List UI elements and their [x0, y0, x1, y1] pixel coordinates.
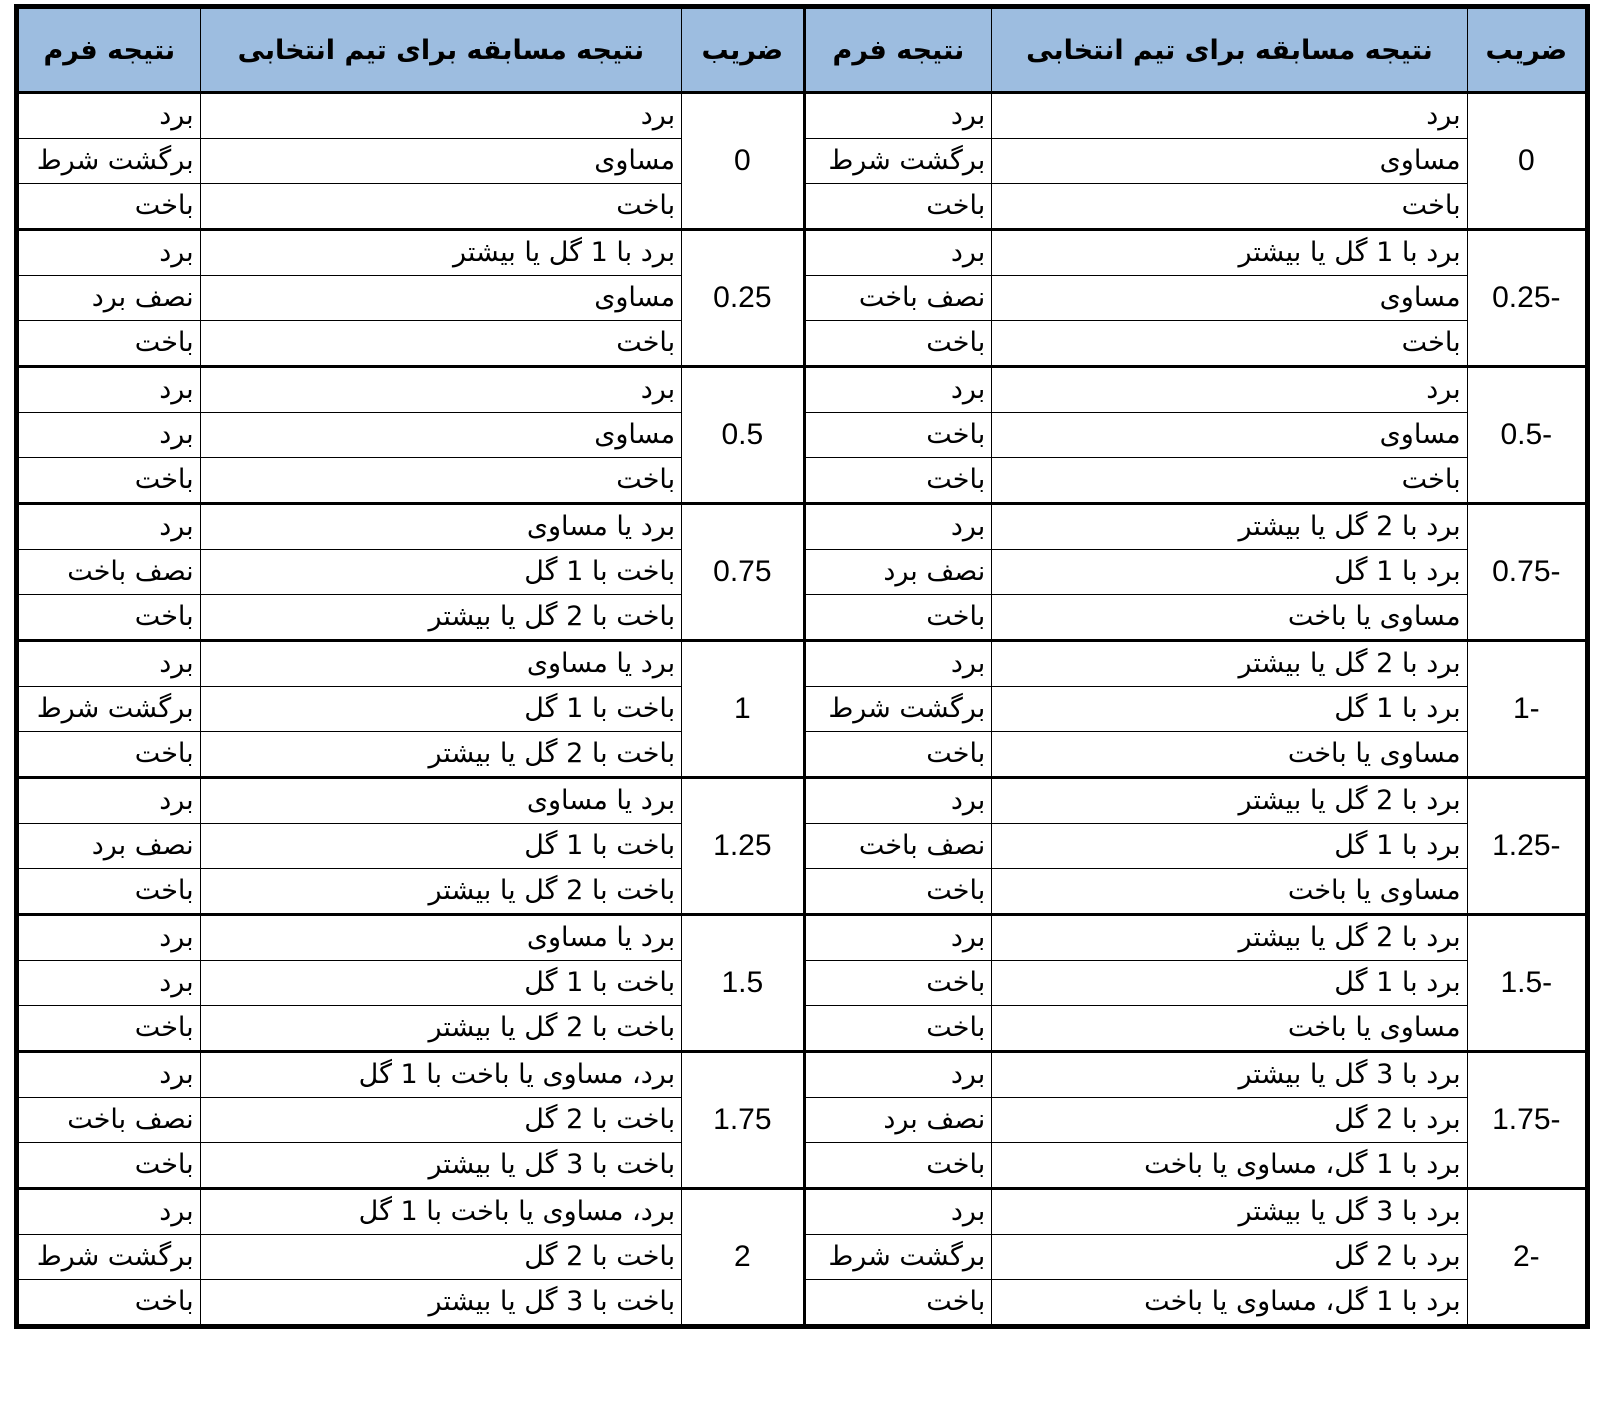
- match-result-cell-right: مساوی یا باخت: [992, 869, 1467, 915]
- coefficient-cell-right: -0.25: [1467, 230, 1587, 367]
- form-result-cell-right: باخت: [804, 413, 992, 458]
- form-result-cell-right: باخت: [804, 1143, 992, 1189]
- match-result-cell-left: باخت با 3 گل یا بیشتر: [200, 1143, 682, 1189]
- match-result-cell-right: برد با 1 گل: [992, 687, 1467, 732]
- form-result-cell-left: نصف برد: [17, 824, 201, 869]
- asian-handicap-table-wrapper: [14, 4, 1590, 1329]
- form-result-cell-left: برد: [17, 778, 201, 824]
- match-result-cell-right: مساوی: [992, 413, 1467, 458]
- form-result-cell-right: برد: [804, 641, 992, 687]
- match-result-cell-left: باخت با 2 گل یا بیشتر: [200, 595, 682, 641]
- match-result-cell-left: باخت با 2 گل یا بیشتر: [200, 869, 682, 915]
- form-result-cell-left: برد: [17, 641, 201, 687]
- match-result-cell-left: باخت با 1 گل: [200, 824, 682, 869]
- match-result-cell-left: برد یا مساوی: [200, 504, 682, 550]
- form-result-cell-left: برد: [17, 230, 201, 276]
- table-row: [17, 367, 1588, 413]
- header-form-result-right: نتیجه فرم: [804, 7, 992, 93]
- coefficient-cell-left: 2: [682, 1189, 804, 1327]
- coefficient-cell-right: -1: [1467, 641, 1587, 778]
- match-result-cell-left: باخت با 1 گل: [200, 961, 682, 1006]
- coefficient-cell-left: 0.75: [682, 504, 804, 641]
- coefficient-cell-left: 0.25: [682, 230, 804, 367]
- match-result-cell-right: مساوی: [992, 139, 1467, 184]
- match-result-cell-right: برد با 1 گل: [992, 961, 1467, 1006]
- form-result-cell-right: باخت: [804, 1280, 992, 1327]
- match-result-cell-right: برد با 2 گل: [992, 1235, 1467, 1280]
- match-result-cell-right: برد با 1 گل: [992, 824, 1467, 869]
- match-result-cell-right: باخت: [992, 458, 1467, 504]
- form-result-cell-left: برگشت شرط: [17, 687, 201, 732]
- match-result-cell-left: باخت با 3 گل یا بیشتر: [200, 1280, 682, 1327]
- match-result-cell-right: برد با 2 گل یا بیشتر: [992, 504, 1467, 550]
- match-result-cell-left: مساوی: [200, 139, 682, 184]
- coefficient-cell-right: -0.5: [1467, 367, 1587, 504]
- match-result-cell-left: برد یا مساوی: [200, 778, 682, 824]
- form-result-cell-right: برد: [804, 778, 992, 824]
- match-result-cell-left: مساوی: [200, 413, 682, 458]
- match-result-cell-left: باخت با 2 گل: [200, 1235, 682, 1280]
- form-result-cell-left: باخت: [17, 1143, 201, 1189]
- form-result-cell-left: نصف برد: [17, 276, 201, 321]
- form-result-cell-right: باخت: [804, 458, 992, 504]
- form-result-cell-right: برد: [804, 915, 992, 961]
- match-result-cell-left: برد یا مساوی: [200, 915, 682, 961]
- form-result-cell-right: برد: [804, 230, 992, 276]
- header-match-result-right: نتیجه مسابقه برای تیم انتخابی: [992, 7, 1467, 93]
- table-row: [17, 230, 1588, 276]
- coefficient-cell-left: 1.75: [682, 1052, 804, 1189]
- form-result-cell-right: برد: [804, 1189, 992, 1235]
- match-result-cell-left: باخت با 1 گل: [200, 687, 682, 732]
- match-result-cell-right: برد با 1 گل: [992, 550, 1467, 595]
- form-result-cell-right: برد: [804, 504, 992, 550]
- form-result-cell-right: برد: [804, 93, 992, 139]
- header-coefficient-right: ضریب: [1467, 7, 1587, 93]
- match-result-cell-right: باخت: [992, 184, 1467, 230]
- match-result-cell-left: باخت با 2 گل یا بیشتر: [200, 1006, 682, 1052]
- header-coefficient-left: ضریب: [682, 7, 804, 93]
- match-result-cell-left: باخت: [200, 458, 682, 504]
- match-result-cell-left: باخت با 2 گل یا بیشتر: [200, 732, 682, 778]
- form-result-cell-right: باخت: [804, 1006, 992, 1052]
- match-result-cell-right: مساوی یا باخت: [992, 732, 1467, 778]
- form-result-cell-right: نصف باخت: [804, 276, 992, 321]
- match-result-cell-right: برد با 2 گل یا بیشتر: [992, 778, 1467, 824]
- match-result-cell-right: برد با 1 گل، مساوی یا باخت: [992, 1143, 1467, 1189]
- form-result-cell-left: برد: [17, 1052, 201, 1098]
- coefficient-cell-right: -0.75: [1467, 504, 1587, 641]
- match-result-cell-left: برد با 1 گل یا بیشتر: [200, 230, 682, 276]
- form-result-cell-left: برد: [17, 915, 201, 961]
- form-result-cell-left: برد: [17, 1189, 201, 1235]
- match-result-cell-left: باخت: [200, 184, 682, 230]
- form-result-cell-right: برگشت شرط: [804, 687, 992, 732]
- form-result-cell-left: باخت: [17, 1280, 201, 1327]
- match-result-cell-right: برد با 3 گل یا بیشتر: [992, 1052, 1467, 1098]
- form-result-cell-left: برد: [17, 961, 201, 1006]
- coefficient-cell-right: -2: [1467, 1189, 1587, 1327]
- match-result-cell-left: برد، مساوی یا باخت با 1 گل: [200, 1189, 682, 1235]
- form-result-cell-left: باخت: [17, 595, 201, 641]
- table-row: [17, 915, 1588, 961]
- match-result-cell-left: برد: [200, 367, 682, 413]
- coefficient-cell-right: -1.5: [1467, 915, 1587, 1052]
- form-result-cell-left: باخت: [17, 458, 201, 504]
- table-row: [17, 93, 1588, 139]
- asian-handicap-table: [14, 4, 1590, 1329]
- coefficient-cell-left: 0: [682, 93, 804, 230]
- table-row: [17, 504, 1588, 550]
- form-result-cell-right: باخت: [804, 321, 992, 367]
- form-result-cell-left: برد: [17, 504, 201, 550]
- match-result-cell-right: مساوی یا باخت: [992, 1006, 1467, 1052]
- match-result-cell-right: برد با 2 گل یا بیشتر: [992, 915, 1467, 961]
- form-result-cell-right: برگشت شرط: [804, 139, 992, 184]
- form-result-cell-left: باخت: [17, 1006, 201, 1052]
- match-result-cell-right: برد با 3 گل یا بیشتر: [992, 1189, 1467, 1235]
- table-body: [17, 93, 1588, 1327]
- form-result-cell-left: برگشت شرط: [17, 139, 201, 184]
- match-result-cell-right: برد: [992, 93, 1467, 139]
- table-row: [17, 1052, 1588, 1098]
- table-row: [17, 641, 1588, 687]
- form-result-cell-left: برگشت شرط: [17, 1235, 201, 1280]
- form-result-cell-right: باخت: [804, 869, 992, 915]
- coefficient-cell-left: 1.5: [682, 915, 804, 1052]
- match-result-cell-right: مساوی: [992, 276, 1467, 321]
- table-row: [17, 1189, 1588, 1235]
- header-match-result-left: نتیجه مسابقه برای تیم انتخابی: [200, 7, 682, 93]
- table-row: [17, 778, 1588, 824]
- form-result-cell-right: باخت: [804, 961, 992, 1006]
- match-result-cell-left: باخت: [200, 321, 682, 367]
- form-result-cell-right: باخت: [804, 184, 992, 230]
- coefficient-cell-right: -1.75: [1467, 1052, 1587, 1189]
- form-result-cell-left: نصف باخت: [17, 1098, 201, 1143]
- match-result-cell-right: برد با 1 گل یا بیشتر: [992, 230, 1467, 276]
- form-result-cell-left: نصف باخت: [17, 550, 201, 595]
- match-result-cell-left: برد، مساوی یا باخت با 1 گل: [200, 1052, 682, 1098]
- match-result-cell-left: باخت با 1 گل: [200, 550, 682, 595]
- form-result-cell-left: باخت: [17, 732, 201, 778]
- match-result-cell-right: برد با 2 گل: [992, 1098, 1467, 1143]
- form-result-cell-left: باخت: [17, 184, 201, 230]
- match-result-cell-right: مساوی یا باخت: [992, 595, 1467, 641]
- match-result-cell-left: مساوی: [200, 276, 682, 321]
- form-result-cell-right: برد: [804, 1052, 992, 1098]
- match-result-cell-right: برد: [992, 367, 1467, 413]
- form-result-cell-right: برگشت شرط: [804, 1235, 992, 1280]
- coefficient-cell-right: 0: [1467, 93, 1587, 230]
- match-result-cell-right: باخت: [992, 321, 1467, 367]
- form-result-cell-left: باخت: [17, 869, 201, 915]
- match-result-cell-left: باخت با 2 گل: [200, 1098, 682, 1143]
- form-result-cell-right: نصف برد: [804, 1098, 992, 1143]
- coefficient-cell-left: 0.5: [682, 367, 804, 504]
- form-result-cell-right: برد: [804, 367, 992, 413]
- form-result-cell-left: برد: [17, 367, 201, 413]
- form-result-cell-right: نصف برد: [804, 550, 992, 595]
- coefficient-cell-left: 1.25: [682, 778, 804, 915]
- match-result-cell-right: برد با 1 گل، مساوی یا باخت: [992, 1280, 1467, 1327]
- match-result-cell-right: برد با 2 گل یا بیشتر: [992, 641, 1467, 687]
- form-result-cell-right: باخت: [804, 732, 992, 778]
- header-form-result-left: نتیجه فرم: [17, 7, 201, 93]
- coefficient-cell-left: 1: [682, 641, 804, 778]
- form-result-cell-right: باخت: [804, 595, 992, 641]
- match-result-cell-left: برد یا مساوی: [200, 641, 682, 687]
- header-row: [17, 7, 1588, 93]
- coefficient-cell-right: -1.25: [1467, 778, 1587, 915]
- form-result-cell-right: نصف باخت: [804, 824, 992, 869]
- form-result-cell-left: برد: [17, 413, 201, 458]
- match-result-cell-left: برد: [200, 93, 682, 139]
- form-result-cell-left: برد: [17, 93, 201, 139]
- form-result-cell-left: باخت: [17, 321, 201, 367]
